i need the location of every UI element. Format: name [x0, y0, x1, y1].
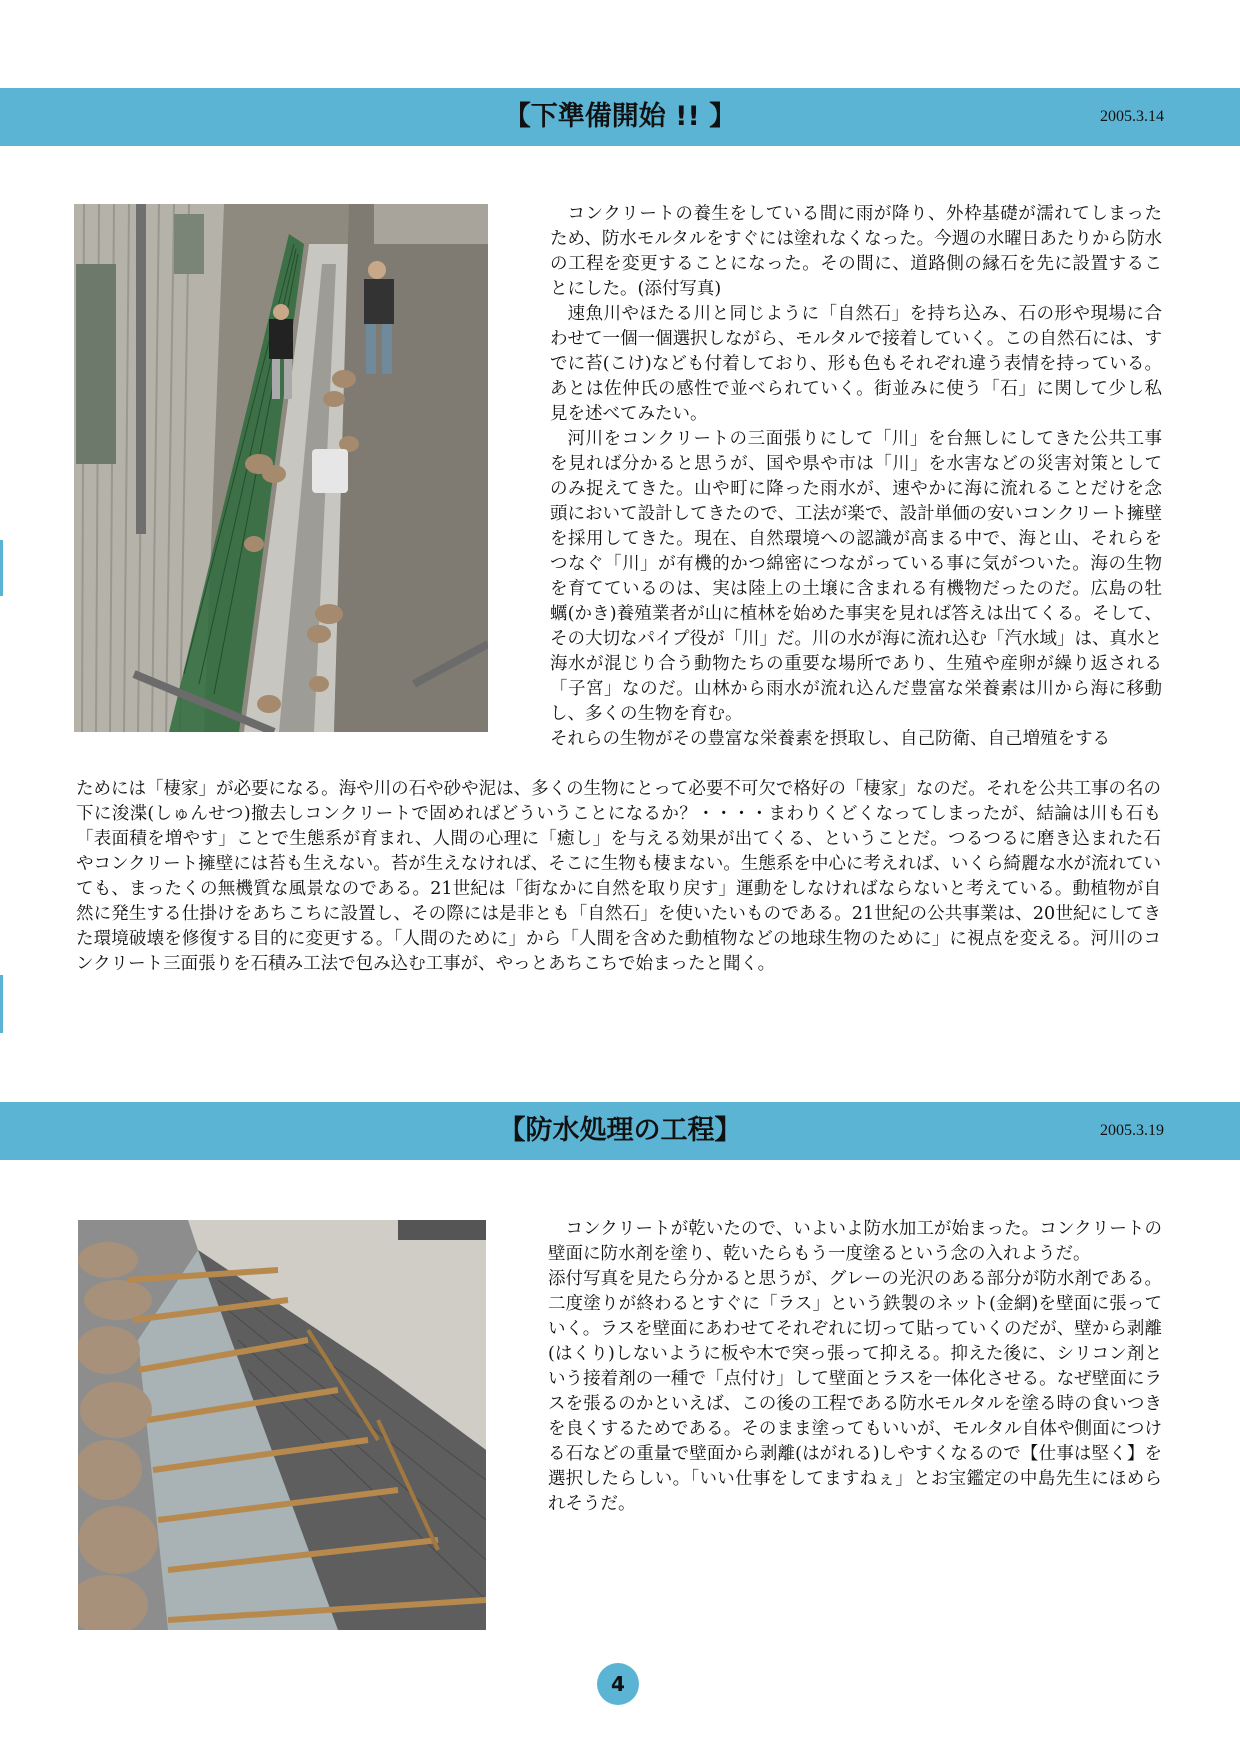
section-header-preparation	[0, 88, 1240, 146]
page-number-badge: 4	[597, 1663, 639, 1705]
section1-paragraph-2: 速魚川やほたる川と同じように「自然石」を持ち込み、石の形や現場に合わせて一個一個選択しながら、モルタルで接着していく。この自然石には、すでに苔(こけ)なども付着しており、形も色もそれぞれ違う表情を持っている。あとは佐仲氏の感性で並べられていく。街並みに使う「石」に関して少し私見を述べてみたい。	[550, 304, 1162, 424]
section1-paragraph-4: それらの生物がその豊富な栄養素を摂取し、自己防衛、自己増殖をする	[550, 729, 1110, 749]
photo-waterproof-lath-mesh	[78, 1220, 486, 1630]
section1-text-column	[550, 202, 1162, 752]
section2-paragraph-1: コンクリートが乾いたので、いよいよ防水加工が始まった。コンクリートの壁面に防水剤を塗り、乾いたらもう一度塗るという念の入れようだ。	[548, 1219, 1162, 1264]
photo-workers-stone-placement	[74, 204, 488, 732]
section1-continuation-text: ためには「棲家」が必要になる。海や川の石や砂や泥は、多くの生物にとって必要不可欠で格好の「棲家」なのだ。それを公共工事の名の下に浚渫(しゅんせつ)撤去しコンクリートで固めればどういうことになるか？・・・・まわりくどくなってしまったが、結論は川も石も「表面積を増やす」ことで生態系が育まれ、人間の心理に「癒し」を与える効果が出てくる、ということだ。つるつるに磨き込まれた石やコンクリート擁壁には苔も生えない。苔が生えなければ、そこに生物も棲まない。生態系を中心に考えれば、いくら綺麗な水が流れていても、まったくの無機質な風景なのである。21世紀は「街なかに自然を取り戻す」運動をしなければならないと考えている。動植物が自然に発生する仕掛けをあちこちに設置し、その際には是非とも「自然石」を使いたいものである。21世紀の公共事業は、20世紀にしてきた環境破壊を修復する目的に変更する。「人間のために」から「人間を含めた動植物などの地球生物のために」に視点を変える。河川のコンクリート三面張りを石積み工法で包み込む工事が、やっとあちこちで始まったと聞く。	[76, 779, 1161, 974]
section1-paragraph-3: 河川をコンクリートの三面張りにして「川」を台無しにしてきた公共工事を見れば分かると思うが、国や県や市は「川」を水害などの災害対策としてのみ捉えてきた。山や町に降った雨水が、速やかに海に流れることだけを念頭において設計してきたので、工法が楽で、設計単価の安いコンクリート擁壁を採用してきた。現在、自然環境への認識が高まる中で、海と山、それらをつなぐ「川」が有機的かつ綿密につながっている事に気がついた。海の生物を育てているのは、実は陸上の土壌に含まれる有機物だったのだ。広島の牡蠣(かき)養殖業者が山に植林を始めた事実を見れば答えは出てくる。そして、その大切なパイプ役が「川」だ。川の水が海に流れ込む「汽水域」は、真水と海水が混じり合う動物たちの重要な場所であり、生殖や産卵が繰り返される「子宮」なのだ。山林から雨水が流れ込んだ豊富な栄養素は川から海に移動し、多くの生物を育む。	[550, 429, 1162, 724]
section-title: 【防水処理の工程】	[498, 1115, 742, 1146]
section2-text-column	[548, 1217, 1162, 1517]
edge-mark-lower	[0, 975, 3, 1033]
section2-paragraph-2: 添付写真を見たら分かると思うが、グレーの光沢のある部分が防水剤である。二度塗りが終わるとすぐに「ラス」という鉄製のネット(金網)を壁面に張っていく。ラスを壁面にあわせてそれぞれに切って貼っていくのだが、壁から剥離(はくり)しないように板や木で突っ張って抑える。抑えた後に、シリコン剤という接着剤の一種で「点付け」して壁面とラスを一体化させる。なぜ壁面にラスを張るのかといえば、この後の工程である防水モルタルを塗る時の食いつきを良くするためである。そのまま塗ってもいいが、モルタル自体や側面につける石などの重量で壁面から剥離(はがれる)しやすくなるので【仕事は堅く】を選択したらしい。「いい仕事をしてますねぇ」とお宝鑑定の中島先生にほめられそうだ。	[548, 1269, 1162, 1514]
edge-mark-upper	[0, 540, 3, 596]
section-date: 2005.3.14	[1100, 108, 1164, 125]
section-header-waterproofing	[0, 1102, 1240, 1160]
section1-paragraph-1: コンクリートの養生をしている間に雨が降り、外枠基礎が濡れてしまったため、防水モルタルをすぐには塗れなくなった。今週の水曜日あたりから防水の工程を変更することになった。その間に、道路側の縁石を先に設置することにした。(添付写真)	[550, 204, 1162, 299]
section-title: 【下準備開始 !! 】	[503, 101, 737, 132]
section-date: 2005.3.19	[1100, 1122, 1164, 1139]
